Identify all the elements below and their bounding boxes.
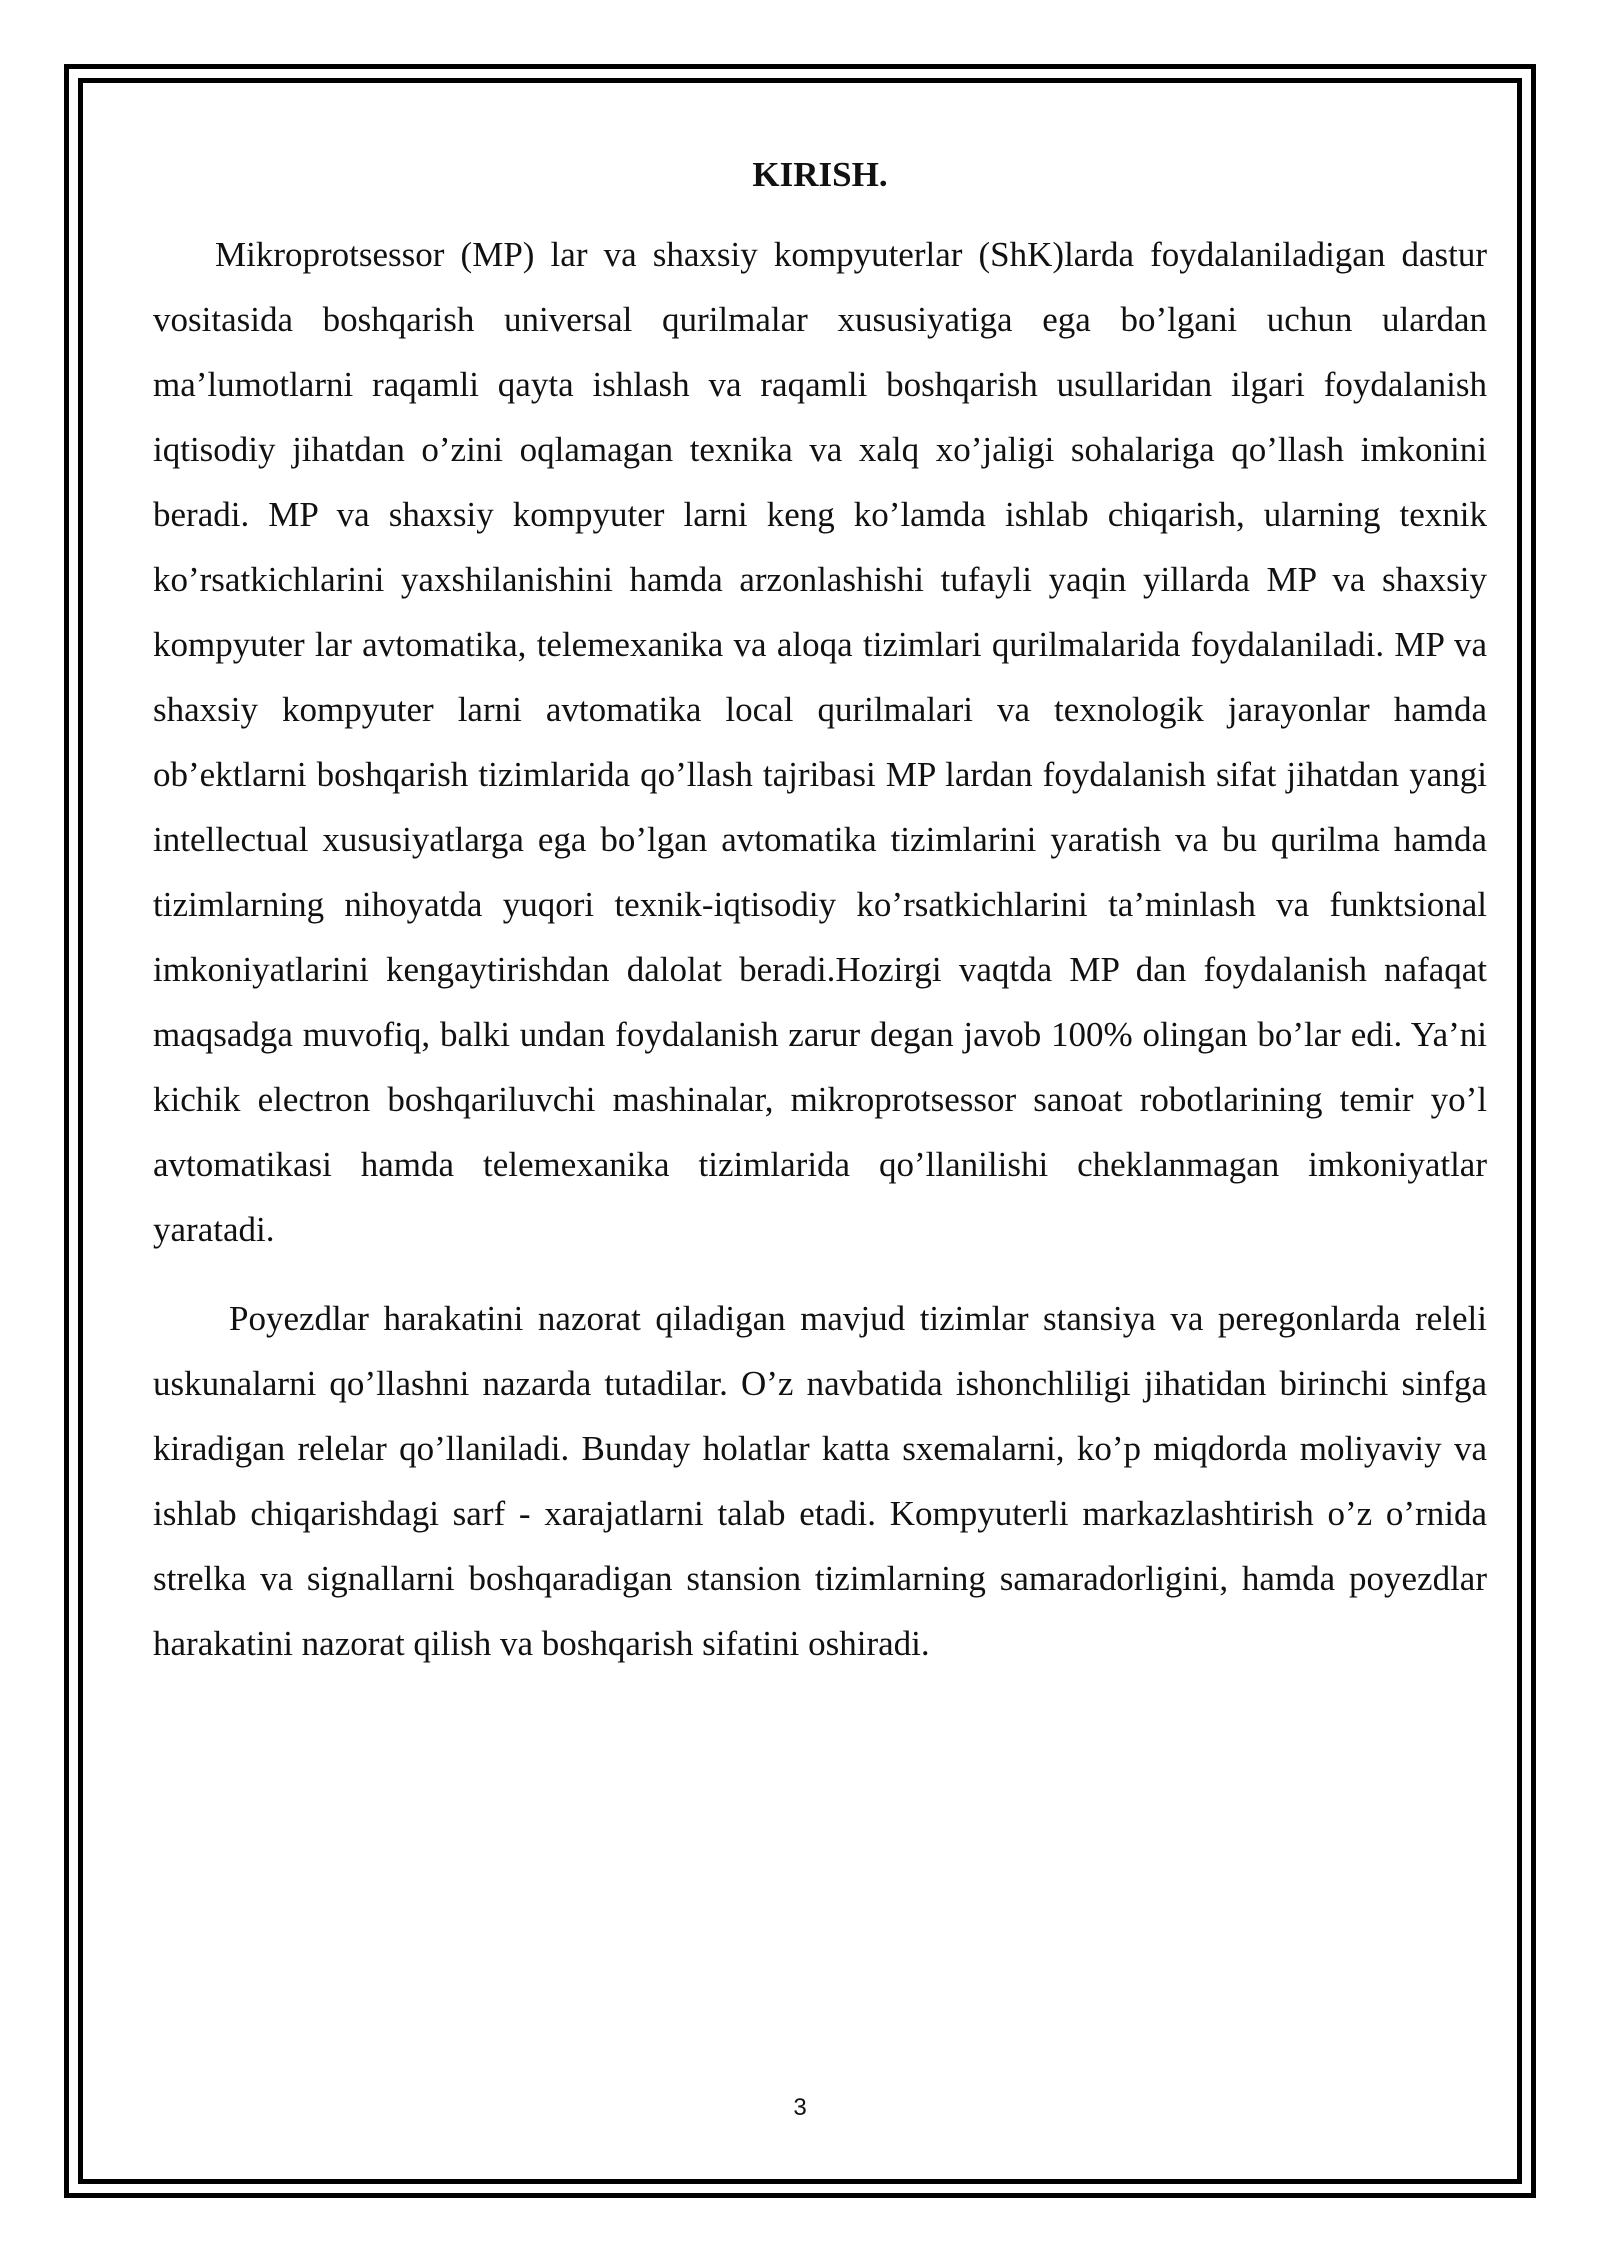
paragraph-1: Mikroprotsessor (MP) lar va shaxsiy kompyuterlar (ShK)larda foydalaniladigan dastur vositasida boshqarish universal qurilmalar xususiyatiga ega bo’lgani uchun ulardan ma’lumotlarni raqamli qayta ishlash va raqamli boshqarish usullaridan ilgari foydalanish iqtisodiy jihatdan o’zini oqlamagan texnika va xalq xo’jaligi sohalariga qo’llash imkonini beradi. MP va shaxsiy kompyuter larni keng ko’lamda ishlab chiqarish, ularning texnik ko’rsatkichlarini yaxshilanishini hamda arzonlashishi tufayli yaqin yillarda MP va shaxsiy kompyuter lar avtomatika, telemexanika va aloqa tizimlari qurilmalarida foydalaniladi. MP va shaxsiy kompyuter larni avtomatika local qurilmalari va texnologik jarayonlar hamda ob’ektlarni boshqarish tizimlarida qo’llash tajribasi MP lardan foydalanish sifat jihatdan yangi intellectual xususiyatlarga ega bo’lgan avtomatika tizimlarini yaratish va bu qurilma hamda tizimlarning nihoyatda yuqori texnik-iqtisodiy ko’rsatkichlarini ta’minlash va funktsional imkoniyatlarini kengaytirishdan dalolat beradi.Hozirgi vaqtda MP dan foydalanish nafaqat maqsadga muvofiq, balki undan foydalanish zarur degan javob 100% olingan bo’lar edi. Ya’ni kichik electron boshqariluvchi mashinalar, mikroprotsessor sanoat robotlarining temir yo’l avtomatikasi hamda telemexanika tizimlarida qo’llanilishi cheklanmagan imkoniyatlar yaratadi.	[153, 235, 1487, 1249]
page-title: KIRISH.	[752, 155, 888, 194]
page-content	[153, 150, 1487, 1676]
page-number: 3	[793, 2094, 807, 2121]
paragraph-2: Poyezdlar harakatini nazorat qiladigan mavjud tizimlar stansiya va peregonlarda releli uskunalarni qo’llashni nazarda tutadilar. O’z navbatida ishonchliligi jihatidan birinchi sinfga kiradigan relelar qo’llaniladi. Bunday holatlar katta sxemalarni, ko’p miqdorda moliyaviy va ishlab chiqarishdagi sarf - xarajatlarni talab etadi. Kompyuterli markazlashtirish o’z o’rnida strelka va signallarni boshqaradigan stansion tizimlarning samaradorligini, hamda poyezdlar harakatini nazorat qilish va boshqarish sifatini oshiradi.	[153, 1299, 1487, 1663]
